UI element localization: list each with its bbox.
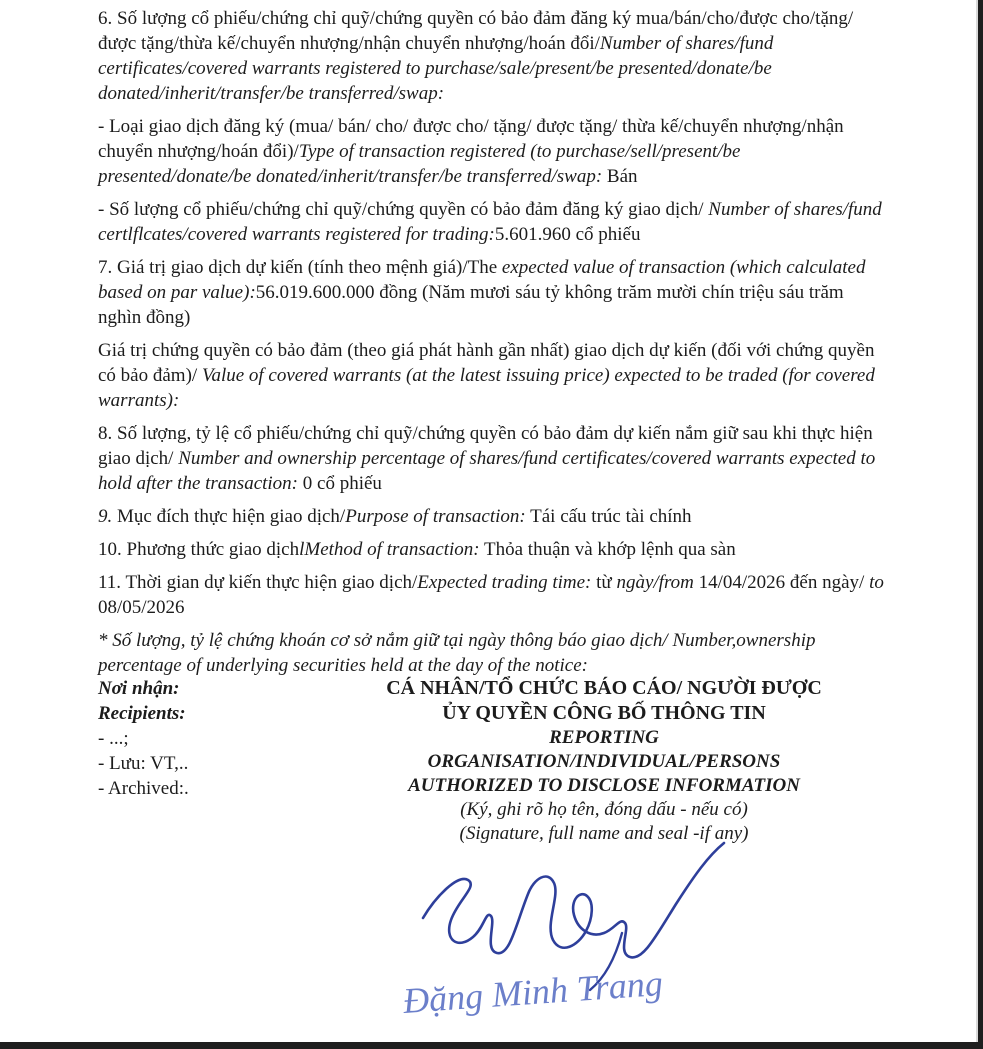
section-11-to-label: to [869, 572, 884, 593]
section-11-start-date: 14/04/2026 đến ngày/ [693, 572, 870, 593]
section-10-text-en: lMethod of transaction: [299, 539, 480, 560]
registered-quantity-value: 5.601.960 cổ phiếu [494, 224, 641, 245]
covered-warrants-value-paragraph [98, 338, 884, 413]
recipients-item: - Archived:. [98, 778, 189, 799]
reporting-title-en-line3: AUTHORIZED TO DISCLOSE INFORMATION [408, 775, 800, 796]
document-footer [98, 676, 888, 846]
recipients-block [98, 676, 320, 801]
registered-quantity-text-en: Number of shares/fund certlflcates/covered warrants registered for trading: [98, 199, 882, 245]
recipients-title-vn: Nơi nhận: [98, 678, 180, 699]
section-9-number: 9. [98, 506, 117, 527]
section-6-text-vn: 6. Số lượng cổ phiếu/chứng chỉ quỹ/chứng quyền có bảo đảm đăng ký mua/bán/cho/được cho/tặng/được tặng/thừa kế/chuyển nhượng/nhận chuyển nhượng/hoán đổi/ [98, 8, 854, 54]
section-10-text-vn: 10. Phương thức giao dịch [98, 539, 300, 560]
covered-warrants-text-en: Value of covered warrants (at the latest issuing price) expected to be traded (for covered warrants): [98, 365, 875, 411]
underlying-securities-note-text: * Số lượng, tỷ lệ chứng khoán cơ sở nắm giữ tại ngày thông báo giao dịch/ Number,ownership percentage of underlying securities held at the day of the notice: [98, 630, 816, 676]
section-11-end-date: 08/05/2026 [98, 597, 185, 618]
reporting-title-en-line1: REPORTING [549, 727, 659, 748]
signer-name-text: Đặng Minh Trang [401, 962, 664, 1021]
section-8-value: 0 cổ phiếu [298, 473, 382, 494]
registered-quantity-text-vn: - Số lượng cổ phiếu/chứng chỉ quỹ/chứng quyền có bảo đảm đăng ký giao dịch/ [98, 199, 709, 220]
recipients-title-en: Recipients: [98, 703, 186, 724]
section-8-text-vn: 8. Số lượng, tỷ lệ cổ phiếu/chứng chỉ quỹ/chứng quyền có bảo đảm dự kiến nắm giữ sau khi thực hiện giao dịch/ [98, 423, 873, 469]
reporting-signature-block [320, 676, 888, 846]
registered-quantity-paragraph [98, 197, 884, 247]
signature-instruction-vn: (Ký, ghi rõ họ tên, đóng dấu - nếu có) [460, 799, 748, 820]
signature-instruction-en: (Signature, full name and seal -if any) [459, 823, 749, 844]
section-11-mid1: từ [591, 572, 617, 593]
section-11-text-en: Expected trading time: [417, 572, 592, 593]
transaction-type-paragraph [98, 114, 884, 189]
transaction-type-text-en: Type of transaction registered (to purchase/sell/present/be presented/donate/be donated/inherit/transfer/be transferred/swap: [98, 141, 741, 187]
transaction-type-value: Bán [602, 166, 638, 187]
section-9-value: Tái cấu trúc tài chính [525, 506, 692, 527]
section-8-text-en: Number and ownership percentage of shares/fund certificates/covered warrants expected to hold after the transaction: [98, 448, 876, 494]
section-11-paragraph [98, 570, 884, 620]
reporting-title-vn-line2: ỦY QUYỀN CÔNG BỐ THÔNG TIN [442, 702, 766, 724]
section-7-value: 56.019.600.000 đồng (Năm mươi sáu tỷ không trăm mười chín triệu sáu trăm nghìn đồng) [98, 282, 844, 328]
section-11-from-label: ngày/from [616, 572, 694, 593]
section-10-paragraph [98, 537, 884, 562]
signature-stroke [423, 843, 724, 957]
recipients-item: - Lưu: VT,.. [98, 753, 189, 774]
scan-edge-bottom [0, 1042, 983, 1049]
section-7-paragraph [98, 255, 884, 330]
section-6-paragraph [98, 6, 884, 106]
covered-warrants-text-vn: Giá trị chứng quyền có bảo đảm (theo giá phát hành gần nhất) giao dịch dự kiến (đối với chứng quyền có bảo đảm)/ [98, 340, 875, 386]
reporting-title-vn-line1: CÁ NHÂN/TỔ CHỨC BÁO CÁO/ NGƯỜI ĐƯỢC [386, 677, 822, 699]
section-7-text-vn: 7. Giá trị giao dịch dự kiến (tính theo mệnh giá)/The [98, 257, 502, 278]
scan-edge-right [978, 0, 983, 1049]
recipients-list [98, 726, 320, 801]
section-10-value: Thỏa thuận và khớp lệnh qua sàn [479, 539, 736, 560]
section-8-paragraph [98, 421, 884, 496]
handwritten-signer-name [390, 955, 710, 1049]
section-9-text-en: Purpose of transaction: [345, 506, 526, 527]
reporting-title-en-line2: ORGANISATION/INDIVIDUAL/PERSONS [427, 751, 781, 772]
document-body [98, 6, 884, 686]
section-6-text-en: Number of shares/fund certificates/covered warrants registered to purchase/sale/present/be presented/donate/be donated/inherit/transfer/be transferred/swap: [98, 33, 774, 104]
section-11-text-vn: 11. Thời gian dự kiến thực hiện giao dịch/ [98, 572, 418, 593]
section-9-text-vn: Mục đích thực hiện giao dịch/ [117, 506, 346, 527]
section-9-paragraph [98, 504, 884, 529]
underlying-securities-note-paragraph [98, 628, 884, 678]
section-7-text-en: expected value of transaction (which calculated based on par value): [98, 257, 866, 303]
transaction-type-text-vn: - Loại giao dịch đăng ký (mua/ bán/ cho/ được cho/ tặng/ được tặng/ thừa kế/chuyển nhượng/nhận chuyển nhượng/hoán đổi)/ [98, 116, 844, 162]
recipients-item: - ...; [98, 728, 129, 749]
